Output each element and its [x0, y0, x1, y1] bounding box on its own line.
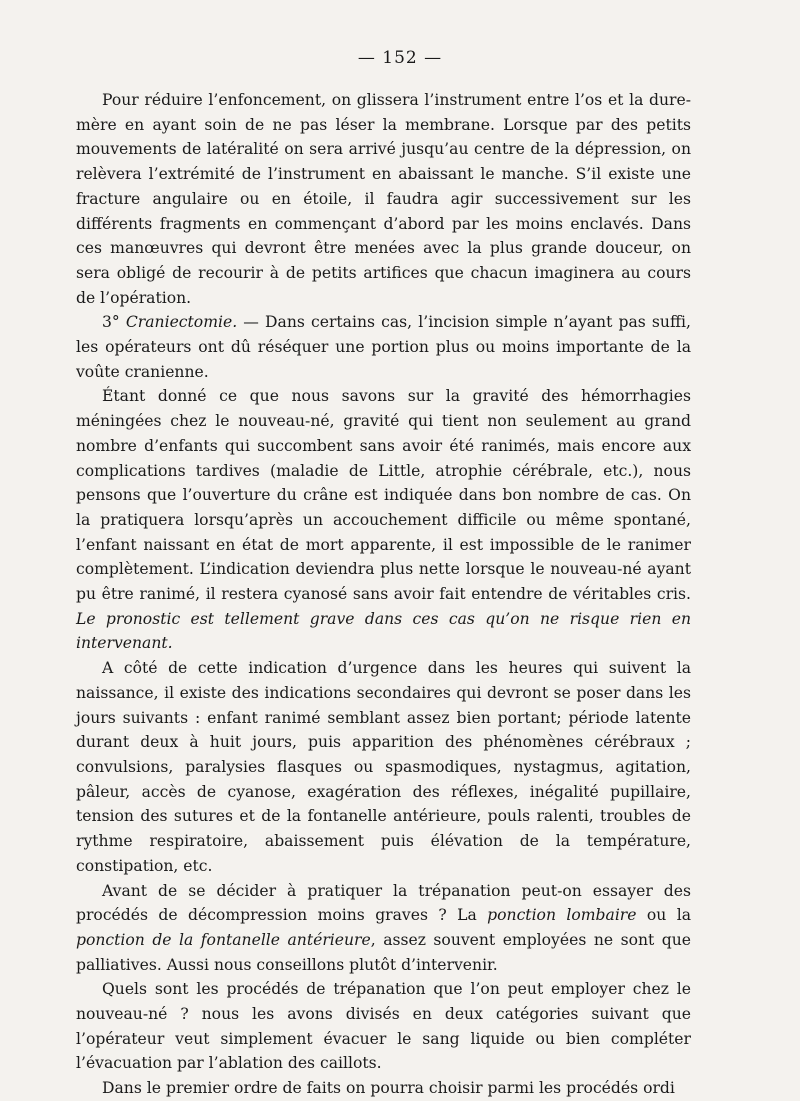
section-text: — Dans certains cas, l’incision simple n’ayant pas suffi, les opérateurs ont dû réséquer une portion plus ou moins importante de la voûte cranienne. — [76, 313, 691, 381]
paragraph-first-order: Dans le premier ordre de faits on pourra choisir parmi les procédés ordi — [102, 1079, 675, 1098]
lumbar-puncture-term: ponction lombaire — [487, 906, 637, 925]
prognosis-italic: Le pronostic est tellement grave dans ces cas qu’on ne risque rien en intervenant. — [76, 609, 691, 653]
paragraph-craniectomie — [76, 310, 691, 384]
page-number: — 152 — — [357, 48, 443, 68]
decompression-text-a: Avant de se décider à pratiquer la trépanation peut-on essayer des procédés de décompression moins graves ? La — [76, 881, 691, 925]
fontanelle-puncture-term: ponction de la fontanelle antérieure — [76, 930, 371, 949]
paragraph-procedures: Quels sont les procédés de trépanation que l’on peut employer chez le nouveau-né ? nous les avons divisés en deux catégories suivant que l’opérateur veut simplement évacuer le sang liquide ou bien compléter l’évacuation par l’ablation des caillots. — [76, 980, 691, 1073]
body-text — [76, 88, 691, 1101]
paragraph-secondary-indications: A côté de cette indication d’urgence dans les heures qui suivent la naissance, il existe des indications secondaires qui devront se poser dans les jours suivants : enfant ranimé semblant assez bien portant; période latente durant deux à huit jours, puis apparition des phénomènes cérébraux ; convulsions, paralysies flasques ou spasmodiques, nystagmus, agitation, pâleur, accès de cyanose, exagération des réflexes, inégalité pupillaire, tension des sutures et de la fontanelle antérieure, pouls ralenti, troubles de rythme respiratoire, abaissement puis élévation de la température, constipation, etc. — [76, 659, 691, 875]
paragraph-reduction: Pour réduire l’enfoncement, on glissera l’instrument entre l’os et la dure-mère en ayant soin de ne pas léser la membrane. Lorsque par des petits mouvements de latéralité on sera arrivé jusqu’au centre de la dépression, on relèvera l’extrémité de l’instrument en abaissant le manche. S’il existe une fracture angulaire ou en étoile, il faudra agir successivement sur les différents fragments en commençant d’abord par les moins enclavés. Dans ces manœuvres qui devront être menées avec la plus grande douceur, on sera obligé de recourir à de petits artifices que chacun imaginera au cours de l’opération. — [76, 91, 691, 307]
decompression-text-c: , assez souvent employées ne sont que palliatives. Aussi nous conseillons plutôt d’intervenir. — [76, 930, 692, 974]
paragraph-decompression — [76, 879, 691, 978]
section-number: 3° — [102, 313, 120, 332]
indication-text: Étant donné ce que nous savons sur la gravité des hémorrhagies méningées chez le nouveau-né, gravité qui tient non seulement au grand nombre d’enfants qui succombent sans avoir été ranimés, mais encore aux complications tardives (maladie de Little, atrophie cérébrale, etc.), nous pensons que l’ouverture du crâne est indiquée dans bon nombre de cas. On la pratiquera lorsqu’après un accouchement difficile ou même spontané, l’enfant naissant en état de mort apparente, il est impossible de le ranimer complètement. L’indication deviendra plus nette lorsque le nouveau-né ayant pu être ranimé, il restera cyanosé sans avoir fait entendre de véritables cris. — [76, 387, 691, 604]
paragraph-indication — [76, 384, 691, 656]
section-term: Craniectomie. — [125, 313, 238, 332]
decompression-text-b: ou la — [636, 906, 691, 925]
